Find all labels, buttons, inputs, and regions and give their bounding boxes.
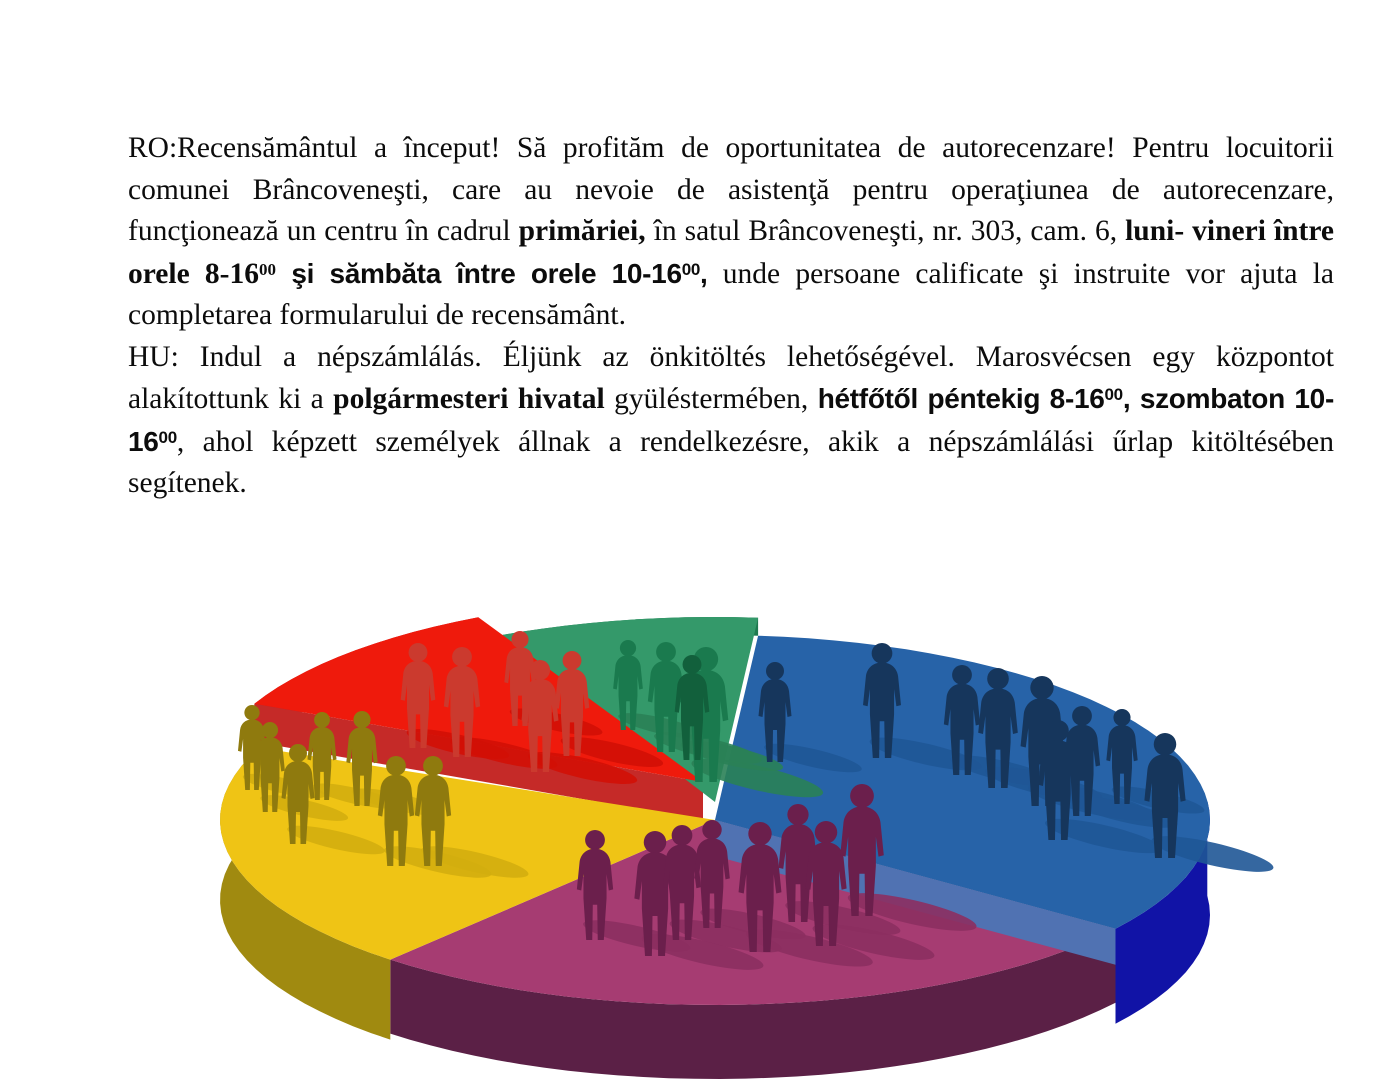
blue-person-figure: [863, 643, 901, 758]
text-segment: ,: [700, 257, 708, 289]
blue-person-shadow: [867, 731, 984, 777]
red-person-shadow: [508, 703, 604, 741]
red-person-shadow: [405, 723, 512, 765]
red-slice-top: [254, 617, 703, 782]
yellow-person-figure: [346, 711, 377, 806]
text-segment: şi sămbăta între orele 10-16: [276, 257, 682, 289]
blue-person-shadow: [1043, 812, 1165, 860]
green-person-shadow: [679, 735, 786, 777]
red-person-shadow: [526, 746, 640, 791]
text-segment: polgármesteri hivatal: [333, 383, 605, 415]
magenta-person-shadow: [810, 917, 937, 967]
blue-person-figure: [759, 662, 792, 762]
blue-person-figure: [1106, 709, 1137, 804]
text-segment: în satul Brâncoveneşti, nr. 303, cam. 6,: [645, 215, 1126, 247]
text-segment: 00: [681, 259, 701, 279]
text-segment: luni- vineri între orele 8-16: [128, 215, 1334, 290]
document-text-block: [128, 128, 1334, 505]
red-person-figure: [522, 660, 559, 772]
green-person-figure: [675, 655, 710, 760]
magenta-slice-side: [390, 929, 1115, 1079]
magenta-person-shadow: [783, 894, 903, 941]
blue-person-figure: [1144, 733, 1185, 858]
blue-person-shadow: [983, 760, 1105, 808]
magenta-person-figure: [805, 821, 846, 946]
yellow-person-figure: [307, 712, 336, 800]
green-slice-side: [498, 617, 758, 654]
green-person-shadow: [652, 726, 764, 770]
text-segment: HU: Indul a népszámlálás. Éljünk az önkitöltés lehetőségével. Marosvécsen egy központot alakítottunk ki a: [128, 340, 1334, 415]
red-person-figure: [444, 647, 480, 757]
magenta-person-shadow: [581, 914, 693, 958]
text-segment: hétfőtől péntekig 8-16: [817, 383, 1105, 414]
blue-person-figure: [1038, 720, 1078, 840]
magenta-person-shadow: [667, 913, 784, 959]
blue-slice-side: [1116, 801, 1211, 1024]
yellow-person-figure: [238, 705, 266, 790]
yellow-person-shadow: [350, 783, 446, 821]
green-person-shadow: [689, 751, 826, 805]
magenta-person-shadow: [698, 902, 808, 945]
magenta-person-shadow: [743, 922, 875, 974]
text-segment: 00: [1104, 385, 1123, 404]
magenta-person-shadow: [639, 927, 766, 977]
green-person-shadow: [617, 708, 708, 744]
magenta-person-figure: [577, 830, 613, 940]
text-segment: gyüléstermében,: [604, 383, 818, 415]
yellow-person-figure: [415, 756, 451, 866]
blue-person-shadow: [1025, 776, 1157, 828]
yellow-person-shadow: [259, 790, 350, 826]
yellow-person-shadow: [285, 820, 386, 860]
magenta-person-figure: [694, 820, 730, 928]
blue-person-figure: [1064, 706, 1100, 816]
magenta-person-figure: [779, 804, 818, 922]
red-person-shadow: [559, 731, 666, 773]
red-person-shadow: [448, 731, 560, 775]
magenta-person-figure: [840, 784, 884, 916]
blue-person-figure: [944, 665, 980, 775]
red-person-figure: [555, 651, 590, 756]
magenta-person-figure: [663, 825, 701, 940]
hu-paragraph: [128, 337, 1334, 505]
blue-person-shadow: [1068, 790, 1180, 834]
red-person-figure: [504, 631, 535, 726]
blue-person-shadow: [1149, 829, 1276, 879]
blue-slice-inner-wall: [715, 820, 1116, 965]
blue-slice-top: [715, 636, 1210, 929]
text-segment: RO:Recensământul a început! Să profităm de oportunitatea de autorecenzare! Pentru locuitorii comunei Brâncoveneşti, care au nevoie de asistenţă pentru operaţiunea de autorecenzare, funcţionează un centru în cadrul: [128, 132, 1334, 247]
red-person-figure: [401, 643, 436, 748]
blue-person-figure: [1021, 676, 1064, 806]
text-segment: primăriei,: [518, 215, 646, 247]
magenta-slice-top: [390, 820, 1115, 1005]
blue-person-figure: [978, 668, 1018, 788]
blue-person-shadow: [762, 738, 863, 778]
green-person-figure: [684, 647, 729, 782]
yellow-person-shadow: [419, 840, 531, 884]
red-slice-side: [254, 617, 478, 742]
blue-person-shadow: [1110, 781, 1206, 819]
yellow-person-shadow: [311, 778, 400, 813]
green-slice-top: [498, 617, 758, 802]
text-segment: 00: [259, 259, 277, 279]
text-segment: , ahol képzett személyek állnak a rendelkezésre, akik a népszámlálási űrlap kitöltésében segítenek.: [128, 425, 1334, 499]
yellow-person-figure: [282, 744, 315, 844]
yellow-slice-top: [220, 748, 715, 960]
yellow-person-figure: [255, 722, 285, 812]
yellow-person-shadow: [241, 769, 327, 803]
text-segment: unde persoane calificate şi instruite vor ajuta la completarea formularului de recensământ.: [128, 257, 1334, 331]
yellow-person-figure: [378, 756, 414, 866]
text-segment: 00: [158, 427, 177, 447]
text-segment: , szombaton 10-16: [128, 383, 1334, 457]
blue-person-shadow: [948, 749, 1060, 793]
green-person-figure: [613, 640, 643, 730]
magenta-person-figure: [634, 831, 675, 956]
ro-paragraph: [128, 128, 1334, 337]
yellow-slice-side: [220, 739, 390, 1040]
magenta-person-shadow: [845, 886, 979, 939]
yellow-person-shadow: [382, 840, 494, 884]
magenta-person-figure: [739, 822, 782, 952]
red-slice-radial-wall: [254, 704, 703, 820]
green-person-figure: [648, 642, 684, 752]
